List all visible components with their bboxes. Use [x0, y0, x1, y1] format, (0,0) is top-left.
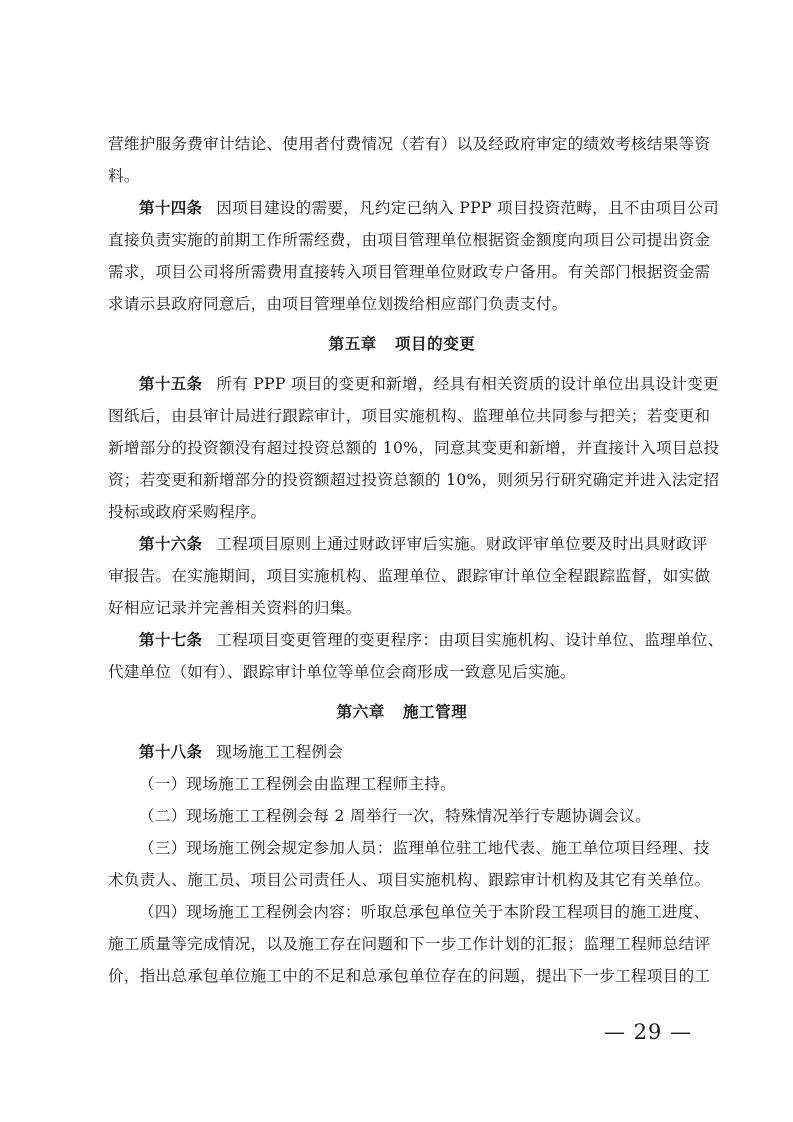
- paragraph-line: 料。: [108, 167, 140, 185]
- article-18-label: 第十八条: [139, 742, 203, 761]
- article-16-label: 第十六条: [139, 534, 203, 553]
- paragraph-line: 施工质量等完成情况，以及施工存在问题和下一步工作计划的汇报；监理工程师总结评: [108, 935, 711, 953]
- chapter-5-heading: [108, 328, 696, 360]
- paragraph-line: 求请示县政府同意后，由项目管理单位划拨给相应部门负责支付。: [108, 295, 568, 313]
- article-17-label: 第十七条: [139, 630, 203, 649]
- chapter-6-title: 施工管理: [402, 702, 468, 721]
- paragraph-line: 直接负责实施的前期工作所需经费，由项目管理单位根据资金额度向项目公司提出资金: [108, 231, 711, 249]
- page-number: — 29 —: [604, 1020, 693, 1044]
- paragraph-line: 资；若变更和新增部分的投资额超过投资总额的 10%，则须另行研究确定并进入法定招: [108, 471, 720, 489]
- article-14-label: 第十四条: [139, 198, 203, 217]
- article-15-text: 所有 PPP 项目的变更和新增，经具有相关资质的设计单位出具设计变更: [216, 375, 719, 393]
- article-15-label: 第十五条: [139, 374, 203, 393]
- article-16-text: 工程项目原则上通过财政评审后实施。财政评审单位要及时出具财政评: [216, 535, 708, 553]
- chapter-6-heading: [108, 696, 696, 728]
- list-item: （二）现场施工工程例会每 2 周举行一次，特殊情况举行专题协调会议。: [139, 807, 652, 825]
- chapter-6-number: 第六章: [336, 702, 385, 721]
- list-item: （一）现场施工工程例会由监理工程师主持。: [139, 775, 457, 793]
- article-14-text: 因项目建设的需要，凡约定已纳入 PPP 项目投资范畴，且不由项目公司: [216, 199, 719, 217]
- list-item: （三）现场施工例会规定参加人员：监理单位驻工地代表、施工单位项目经理、技: [139, 839, 710, 857]
- article-17-text: 工程项目变更管理的变更程序：由项目实施机构、设计单位、监理单位、: [216, 631, 724, 649]
- paragraph-line: 审报告。在实施期间，项目实施机构、监理单位、跟踪审计单位全程跟踪监督，如实做: [108, 567, 711, 585]
- paragraph-line: 代建单位（如有）、跟踪审计单位等单位会商形成一致意见后实施。: [108, 663, 576, 681]
- article-18-line: [108, 736, 696, 768]
- paragraph-line: 营维护服务费审计结论、使用者付费情况（若有）以及经政府审定的绩效考核结果等资: [108, 135, 711, 153]
- paragraph-line: 投标或政府采购程序。: [108, 503, 267, 521]
- paragraph-line: 术负责人、施工员、项目公司责任人、项目实施机构、跟踪审计机构及其它有关单位。: [108, 871, 711, 889]
- paragraph-line: 需求，项目公司将所需费用直接转入项目管理单位财政专户备用。有关部门根据资金需: [108, 263, 711, 281]
- article-17-line: [108, 624, 724, 656]
- paragraph-line: 价，指出总承包单位施工中的不足和总承包单位存在的问题，提出下一步工程项目的工: [108, 967, 711, 985]
- document-body: [108, 128, 724, 992]
- paragraph-line: 图纸后，由县审计局进行跟踪审计，项目实施机构、监理单位共同参与把关；若变更和: [108, 407, 711, 425]
- chapter-5-number: 第五章: [328, 334, 377, 353]
- article-14-line: [108, 192, 719, 224]
- chapter-5-title: 项目的变更: [394, 334, 476, 353]
- paragraph-line: 新增部分的投资额没有超过投资总额的 10%，同意其变更和新增，并直接计入项目总投: [108, 439, 720, 457]
- article-16-line: [108, 528, 708, 560]
- list-item: （四）现场施工工程例会内容：听取总承包单位关于本阶段工程项目的施工进度、: [139, 903, 710, 921]
- article-18-title: 现场施工工程例会: [216, 743, 344, 761]
- article-15-line: [108, 368, 719, 400]
- paragraph-line: 好相应记录并完善相关资料的归集。: [108, 599, 362, 617]
